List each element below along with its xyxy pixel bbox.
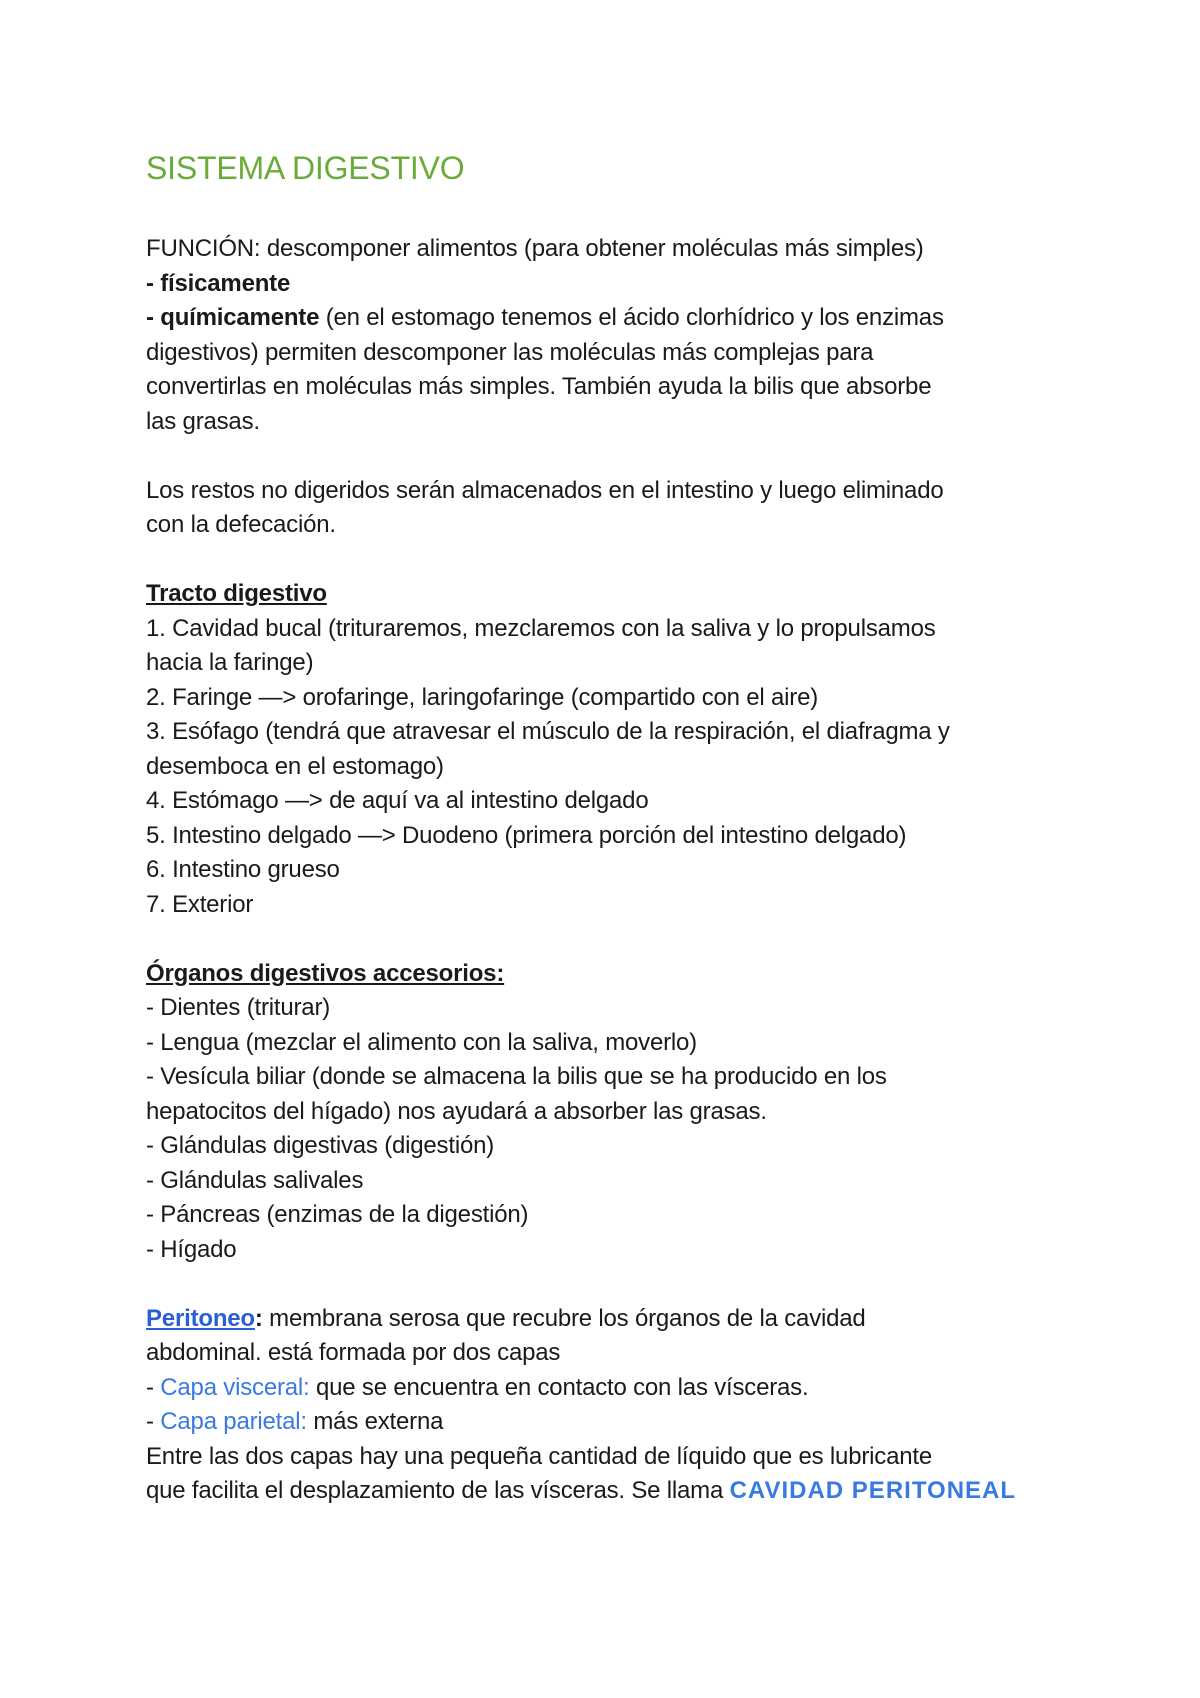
- capa-parietal-term: Capa parietal:: [160, 1408, 307, 1435]
- peritoneo-colon: :: [254, 1304, 263, 1332]
- tracto-item: hacia la faringe): [146, 649, 314, 676]
- capa-parietal-line: [146, 1405, 1076, 1440]
- funcion-section: [146, 232, 1076, 439]
- spacer: [146, 543, 1076, 578]
- capa-visceral-dash: -: [146, 1373, 161, 1401]
- capa-parietal-text: más externa: [306, 1408, 444, 1435]
- spacer: [146, 922, 1076, 957]
- funcion-text-line: digestivos) permiten descomponer las moléculas más complejas para: [146, 338, 874, 366]
- restos-line: Los restos no digeridos serán almacenados en el intestino y luego eliminado: [146, 476, 944, 504]
- entre-capas-line: Entre las dos capas hay una pequeña cantidad de líquido que es lubricante: [146, 1442, 932, 1470]
- tracto-item: 7. Exterior: [146, 890, 254, 918]
- organos-item: - Dientes (triturar): [146, 994, 331, 1021]
- tracto-item: 5. Intestino delgado —> Duodeno (primera porción del intestino delgado): [146, 821, 907, 849]
- organos-item: - Glándulas digestivas (digestión): [146, 1132, 495, 1159]
- page-title: SISTEMA DIGESTIVO: [146, 150, 465, 186]
- tracto-item: 4. Estómago —> de aquí va al intestino delgado: [146, 787, 649, 814]
- peritoneo-def-text: membrana serosa que recubre los órganos de la cavidad: [262, 1304, 866, 1332]
- quimicamente-label: - químicamente: [146, 304, 320, 331]
- quimicamente-line: [146, 301, 1076, 336]
- peritoneo-section: [146, 1302, 1076, 1509]
- fisicamente-line: - físicamente: [146, 269, 291, 297]
- capa-parietal-dash: -: [146, 1408, 161, 1435]
- document-page: [146, 148, 1076, 1509]
- capa-visceral-term: Capa visceral:: [160, 1373, 310, 1401]
- tracto-item: 6. Intestino grueso: [146, 856, 340, 883]
- funcion-text-line: convertirlas en moléculas más simples. También ayuda la bilis que absorbe: [146, 373, 932, 400]
- organos-item: - Vesícula biliar (donde se almacena la bilis que se ha producido en los: [146, 1063, 887, 1090]
- quimicamente-text: (en el estomago tenemos el ácido clorhídrico y los enzimas: [319, 304, 944, 331]
- capa-visceral-text: que se encuentra en contacto con las vísceras.: [309, 1373, 809, 1401]
- organos-heading: Órganos digestivos accesorios:: [146, 959, 505, 987]
- cavidad-peritoneal-term: CAVIDAD PERITONEAL: [729, 1477, 1017, 1504]
- tracto-item: 1. Cavidad bucal (trituraremos, mezclaremos con la saliva y lo propulsamos: [146, 614, 936, 642]
- tracto-item: 2. Faringe —> orofaringe, laringofaringe (compartido con el aire): [146, 683, 819, 711]
- spacer: [146, 439, 1076, 474]
- peritoneo-definition: [146, 1302, 1076, 1337]
- cavidad-text: que facilita el desplazamiento de las vísceras. Se llama: [146, 1477, 730, 1504]
- tracto-section: [146, 577, 1076, 922]
- cavidad-line: [146, 1474, 1076, 1509]
- organos-item: hepatocitos del hígado) nos ayudará a absorber las grasas.: [146, 1097, 767, 1125]
- organos-item: - Lengua (mezclar el alimento con la saliva, moverlo): [146, 1028, 697, 1056]
- tracto-heading: Tracto digestivo: [146, 580, 327, 607]
- peritoneo-def-line: abdominal. está formada por dos capas: [146, 1339, 561, 1366]
- tracto-item: desemboca en el estomago): [146, 752, 444, 780]
- restos-section: [146, 474, 1076, 543]
- spacer: [146, 1267, 1076, 1302]
- organos-item: - Hígado: [146, 1235, 237, 1263]
- organos-item: - Glándulas salivales: [146, 1166, 364, 1194]
- organos-section: [146, 957, 1076, 1268]
- funcion-text-line: las grasas.: [146, 407, 260, 435]
- peritoneo-link[interactable]: Peritoneo: [146, 1304, 255, 1332]
- tracto-item: 3. Esófago (tendrá que atravesar el músculo de la respiración, el diafragma y: [146, 718, 950, 745]
- capa-visceral-line: [146, 1371, 1076, 1406]
- funcion-line: FUNCIÓN: descomponer alimentos (para obtener moléculas más simples): [146, 235, 924, 262]
- organos-item: - Páncreas (enzimas de la digestión): [146, 1201, 529, 1228]
- restos-line: con la defecación.: [146, 511, 336, 538]
